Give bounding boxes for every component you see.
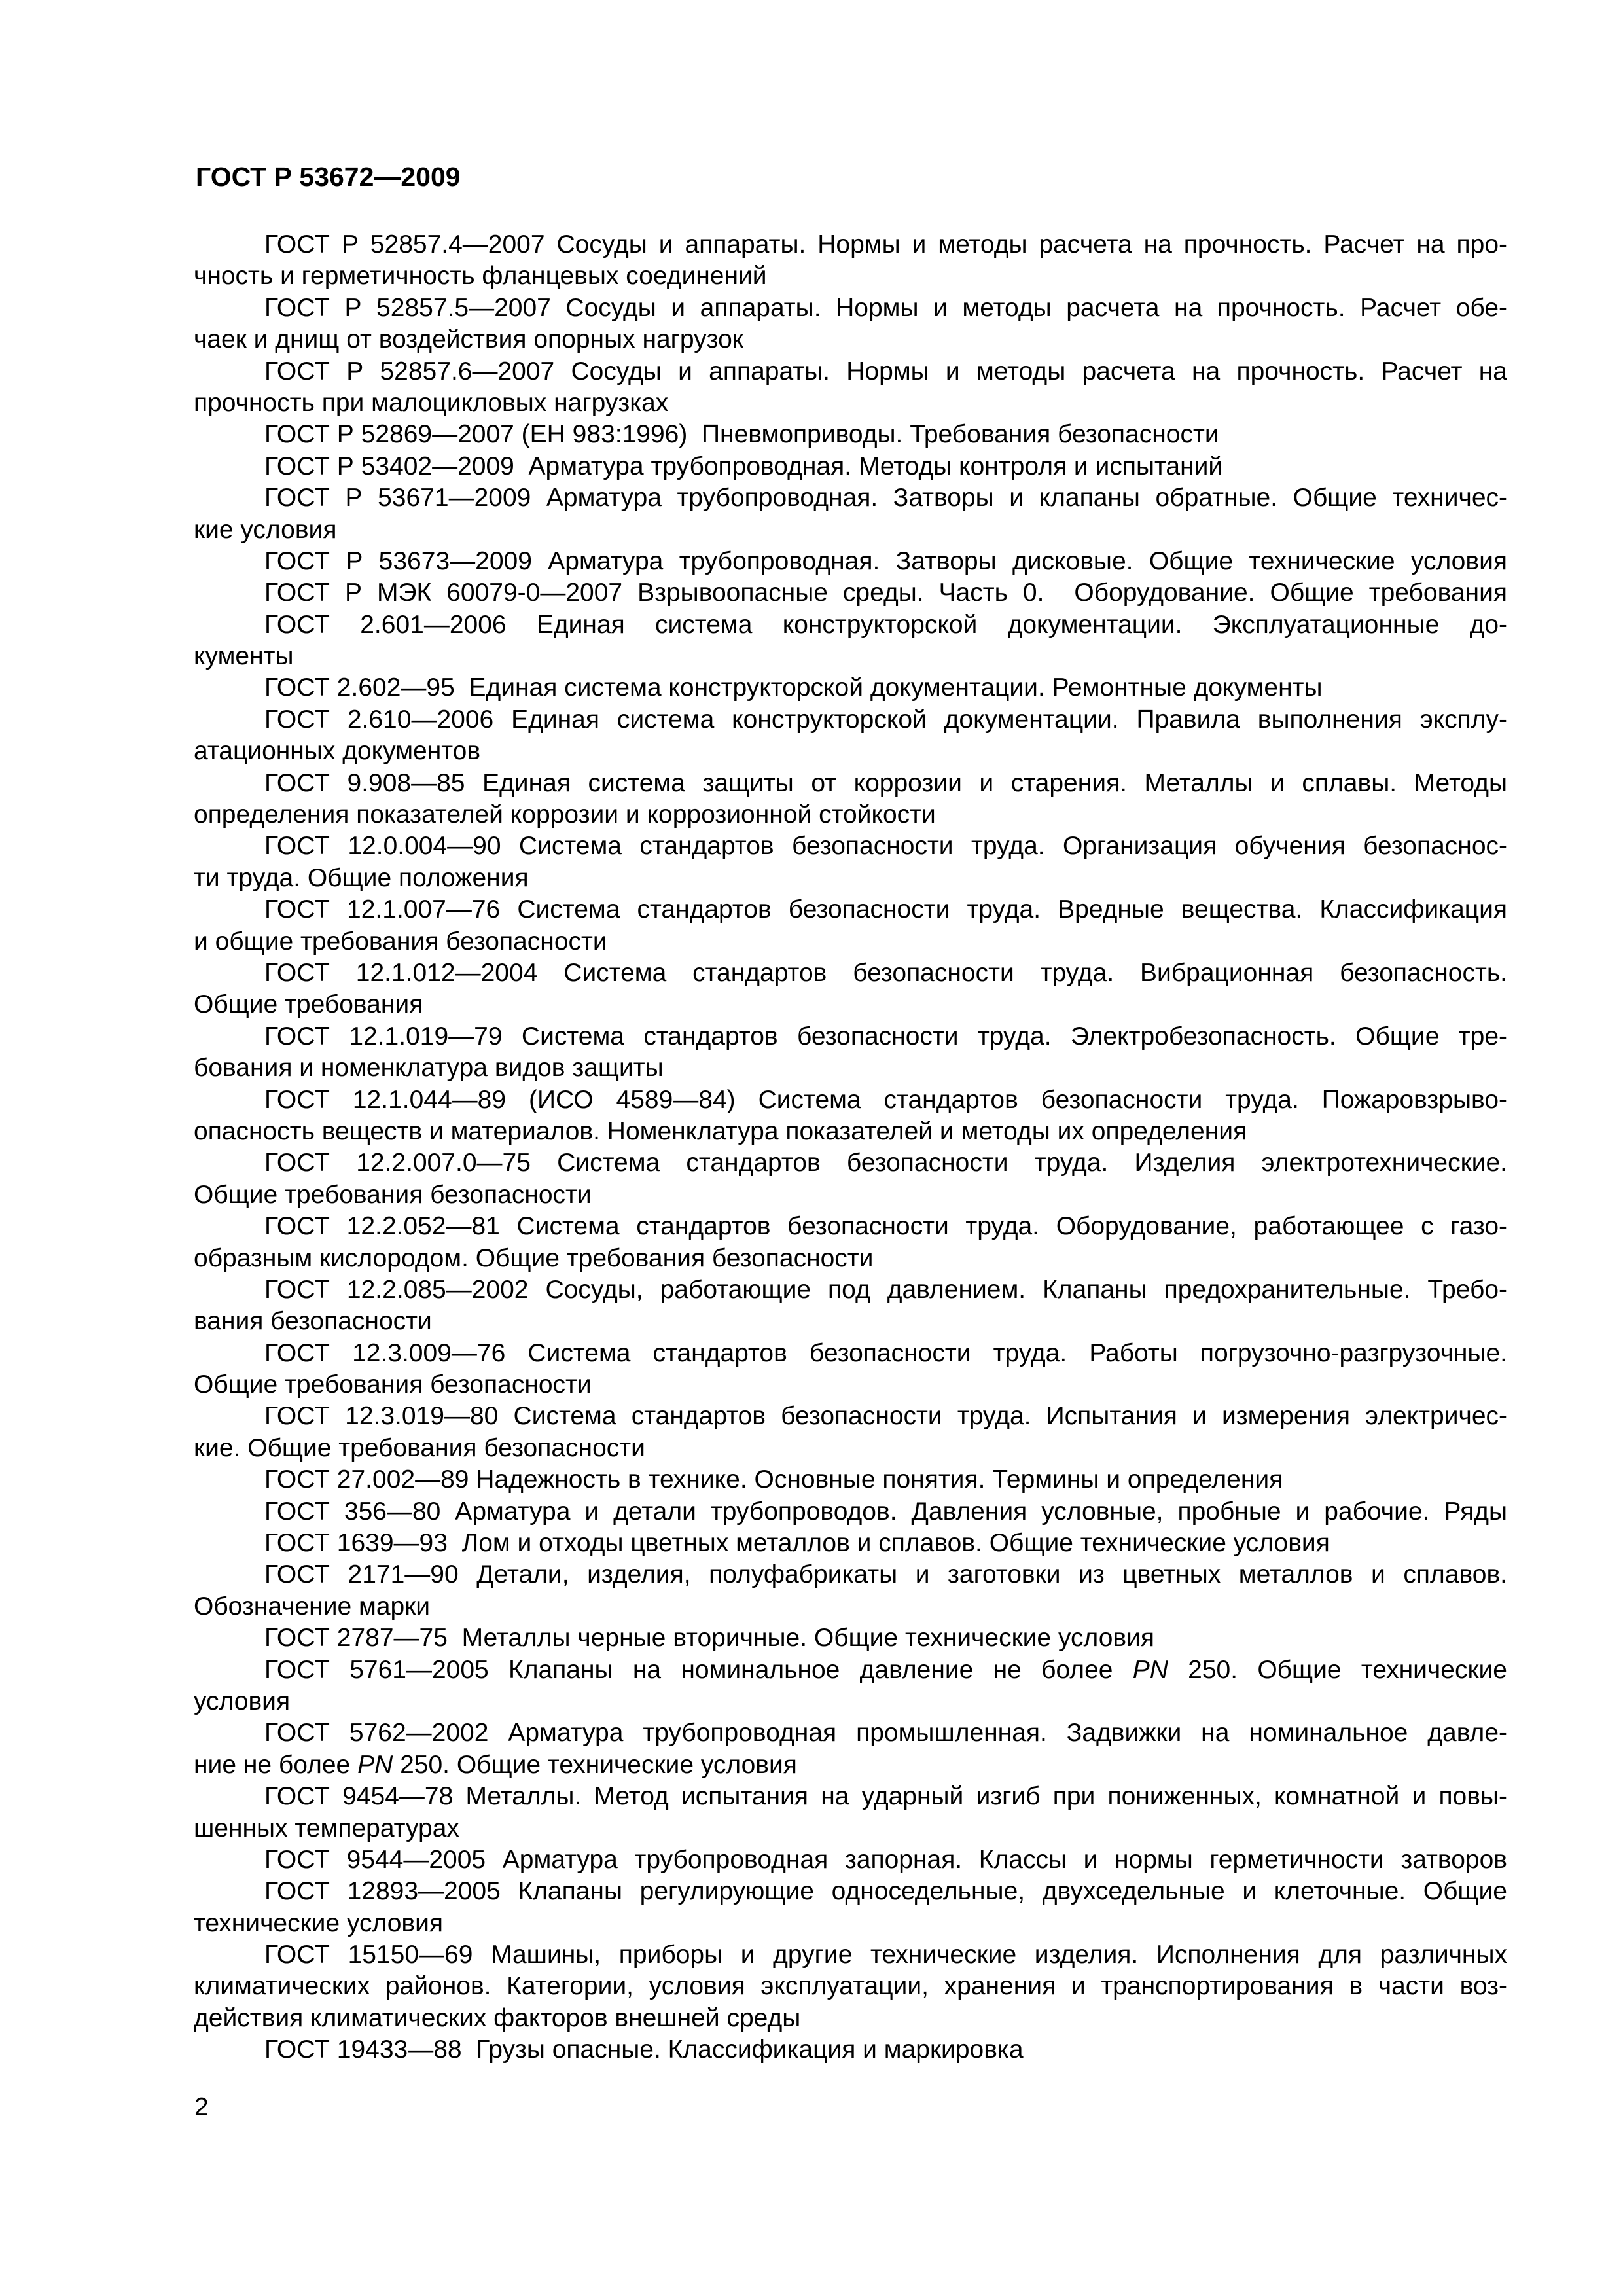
text-run: ГОСТ 12893—2005 Клапаны регулирующие односедельные, двухседельные и клеточные. Общие [264, 1877, 1507, 1906]
reference-item [194, 1085, 1507, 1148]
reference-line [194, 577, 1507, 609]
reference-line [194, 1844, 1507, 1876]
reference-line [194, 1085, 1507, 1116]
reference-item [194, 229, 1507, 293]
reference-line [194, 958, 1507, 989]
text-run: кументы [194, 642, 294, 671]
reference-line [194, 1655, 1507, 1686]
reference-line [194, 1464, 1507, 1496]
text-run: ГОСТ Р 52857.6—2007 Сосуды и аппараты. Нормы и методы расчета на прочность. Расчет на [264, 357, 1507, 386]
reference-line [194, 1021, 1507, 1052]
reference-line [194, 1971, 1507, 2002]
text-run: кие условия [194, 515, 337, 544]
reference-line [194, 387, 1507, 419]
text-run: кие. Общие требования безопасности [194, 1433, 645, 1462]
text-run: ГОСТ Р 53673—2009 Арматура трубопроводная. Затворы дисковые. Общие технические условия [264, 547, 1507, 575]
reference-line [194, 894, 1507, 925]
text-run: технические условия [194, 1909, 444, 1937]
reference-item [194, 768, 1507, 831]
text-run: ГОСТ Р 52869—2007 (ЕН 983:1996) Пневмоприводы. Требования безопасности [264, 420, 1219, 449]
reference-line [194, 2003, 1507, 2034]
text-run: Общие требования безопасности [194, 1180, 592, 1209]
reference-line [194, 1274, 1507, 1306]
reference-item [194, 1717, 1507, 1781]
reference-line [194, 1116, 1507, 1147]
reference-line [194, 293, 1507, 324]
text-run: шенных температурах [194, 1814, 459, 1842]
reference-item [194, 451, 1507, 482]
reference-line [194, 260, 1507, 292]
reference-item [194, 1464, 1507, 1496]
page-number: 2 [194, 2093, 209, 2121]
text-run: ГОСТ 2787—75 Металлы черные вторичные. Общие технические условия [264, 1624, 1155, 1653]
reference-line [194, 672, 1507, 704]
reference-item [194, 1338, 1507, 1401]
text-run: ГОСТ 5762—2002 Арматура трубопроводная промышленная. Задвижки на номинальное давле- [264, 1719, 1507, 1748]
reference-line [194, 419, 1507, 450]
reference-item [194, 1876, 1507, 1939]
text-run: Общие требования [194, 990, 423, 1019]
reference-item [194, 1496, 1507, 1528]
reference-line [194, 1179, 1507, 1211]
text-run: 250. Общие технические [1168, 1655, 1507, 1684]
reference-item [194, 1528, 1507, 1559]
text-run: атационных документов [194, 737, 481, 766]
text-run: ГОСТ Р 52857.5—2007 Сосуды и аппараты. Нормы и методы расчета на прочность. Расчет обе- [264, 293, 1507, 322]
reference-item [194, 1211, 1507, 1274]
reference-item [194, 894, 1507, 958]
reference-line [194, 356, 1507, 387]
reference-line [194, 1686, 1507, 1717]
text-run: Обозначение марки [194, 1592, 431, 1621]
reference-line [194, 1939, 1507, 1971]
reference-line [194, 1052, 1507, 1084]
text-run: чность и герметичность фланцевых соединений [194, 262, 767, 291]
text-run: ГОСТ Р МЭК 60079-0—2007 Взрывоопасные среды. Часть 0. Оборудование. Общие требования [264, 579, 1507, 607]
reference-line [194, 1369, 1507, 1401]
italic-text-run: PN [1132, 1655, 1168, 1684]
text-run: ГОСТ 9544—2005 Арматура трубопроводная запорная. Классы и нормы герметичности затворов [264, 1845, 1507, 1874]
reference-line [194, 926, 1507, 958]
reference-line [194, 229, 1507, 260]
italic-text-run: PN [357, 1750, 393, 1779]
reference-item [194, 2034, 1507, 2066]
text-run: ГОСТ Р 53402—2009 Арматура трубопроводная. Методы контроля и испытаний [264, 452, 1223, 480]
reference-line [194, 1306, 1507, 1337]
reference-item [194, 704, 1507, 768]
reference-line [194, 1211, 1507, 1242]
text-run: ГОСТ 2.602—95 Единая система конструкторской документации. Ремонтные документы [264, 673, 1323, 702]
reference-line [194, 1781, 1507, 1812]
reference-line [194, 451, 1507, 482]
text-run: ГОСТ 12.1.019—79 Система стандартов безопасности труда. Электробезопасность. Общие тре- [264, 1022, 1507, 1050]
text-run: ГОСТ 5761—2005 Клапаны на номинальное давление не более [264, 1655, 1133, 1684]
text-run: ние не более [194, 1750, 358, 1779]
reference-line [194, 1433, 1507, 1464]
text-run: 250. Общие технические условия [393, 1750, 797, 1779]
text-run: ГОСТ 15150—69 Машины, приборы и другие технические изделия. Исполнения для различных [264, 1941, 1507, 1969]
text-run: и общие требования безопасности [194, 927, 607, 956]
text-run: ГОСТ 19433—88 Грузы опасные. Классификация и маркировка [264, 2036, 1024, 2064]
reference-line [194, 1717, 1507, 1749]
text-run: прочность при малоцикловых нагрузках [194, 388, 669, 417]
text-run: бования и номенклатура видов защиты [194, 1054, 664, 1083]
text-run: ГОСТ 12.2.085—2002 Сосуды, работающие под давлением. Клапаны предохранительные. Требо- [264, 1275, 1507, 1304]
text-run: ГОСТ 2.610—2006 Единая система конструкторской документации. Правила выполнения эксплу- [264, 705, 1507, 734]
reference-line [194, 863, 1507, 894]
reference-line [194, 482, 1507, 514]
reference-item [194, 1401, 1507, 1464]
reference-item [194, 419, 1507, 450]
text-run: Общие требования безопасности [194, 1371, 592, 1399]
text-run: ГОСТ 356—80 Арматура и детали трубопроводов. Давления условные, пробные и рабочие. Ряды [264, 1497, 1507, 1526]
text-run: ГОСТ 1639—93 Лом и отходы цветных металлов и сплавов. Общие технические условия [264, 1529, 1330, 1558]
references-list [194, 229, 1507, 2066]
reference-item [194, 831, 1507, 894]
reference-item [194, 1623, 1507, 1654]
text-run: ГОСТ 9454—78 Металлы. Метод испытания на ударный изгиб при пониженных, комнатной и повы- [264, 1782, 1507, 1811]
reference-item [194, 482, 1507, 546]
reference-line [194, 1338, 1507, 1369]
reference-item [194, 577, 1507, 609]
reference-line [194, 1749, 1507, 1781]
reference-line [194, 514, 1507, 546]
text-run: ГОСТ 27.002—89 Надежность в технике. Основные понятия. Термины и определения [264, 1465, 1283, 1494]
reference-line [194, 768, 1507, 799]
reference-item [194, 1781, 1507, 1844]
page-header: ГОСТ Р 53672—2009 [196, 162, 461, 192]
reference-item [194, 1939, 1507, 2034]
text-run: действия климатических факторов внешней среды [194, 2003, 801, 2032]
reference-item [194, 1147, 1507, 1211]
reference-item [194, 609, 1507, 673]
text-run: ГОСТ 12.3.009—76 Система стандартов безопасности труда. Работы погрузочно-разгрузочные. [264, 1338, 1507, 1367]
reference-item [194, 1274, 1507, 1338]
reference-line [194, 609, 1507, 641]
reference-item [194, 958, 1507, 1021]
reference-line [194, 1496, 1507, 1528]
reference-line [194, 2034, 1507, 2066]
reference-line [194, 704, 1507, 736]
text-run: ГОСТ Р 52857.4—2007 Сосуды и аппараты. Нормы и методы расчета на прочность. Расчет на про- [264, 230, 1507, 259]
reference-item [194, 1655, 1507, 1718]
text-run: вания безопасности [194, 1307, 432, 1336]
reference-item [194, 1844, 1507, 1876]
reference-line [194, 546, 1507, 577]
reference-item [194, 672, 1507, 704]
text-run: определения показателей коррозии и коррозионной стойкости [194, 800, 936, 829]
text-run: условия [194, 1687, 291, 1715]
reference-line [194, 736, 1507, 767]
reference-line [194, 799, 1507, 831]
text-run: ГОСТ 12.2.007.0—75 Система стандартов безопасности труда. Изделия электротехнические. [264, 1149, 1507, 1177]
reference-item [194, 1559, 1507, 1623]
reference-item [194, 356, 1507, 420]
text-run: ГОСТ 2.601—2006 Единая система конструкторской документации. Эксплуатационные до- [264, 610, 1507, 639]
reference-item [194, 293, 1507, 356]
reference-line [194, 1243, 1507, 1274]
text-run: ГОСТ 12.1.007—76 Система стандартов безопасности труда. Вредные вещества. Классификация [264, 895, 1507, 924]
text-run: образным кислородом. Общие требования безопасности [194, 1244, 874, 1272]
reference-line [194, 989, 1507, 1020]
reference-item [194, 546, 1507, 577]
text-run: ГОСТ 12.0.004—90 Система стандартов безопасности труда. Организация обучения безопаснос- [264, 832, 1507, 861]
text-run: ГОСТ 2171—90 Детали, изделия, полуфабрикаты и заготовки из цветных металлов и сплавов. [264, 1560, 1507, 1589]
reference-line [194, 1147, 1507, 1179]
reference-line [194, 324, 1507, 355]
reference-line [194, 1559, 1507, 1590]
reference-line [194, 1623, 1507, 1654]
text-run: чаек и днищ от воздействия опорных нагрузок [194, 325, 743, 354]
reference-line [194, 1591, 1507, 1623]
reference-line [194, 1813, 1507, 1844]
text-run: опасность веществ и материалов. Номенклатура показателей и методы их определения [194, 1117, 1247, 1145]
text-run: ГОСТ Р 53671—2009 Арматура трубопроводная. Затворы и клапаны обратные. Общие техничес- [264, 484, 1507, 512]
reference-line [194, 1908, 1507, 1939]
reference-line [194, 641, 1507, 672]
text-run: климатических районов. Категории, условия эксплуатации, хранения и транспортирования в части воз- [194, 1972, 1507, 2001]
text-run: ГОСТ 9.908—85 Единая система защиты от коррозии и старения. Металлы и сплавы. Методы [264, 768, 1507, 797]
reference-line [194, 1401, 1507, 1432]
text-run: ГОСТ 12.3.019—80 Система стандартов безопасности труда. Испытания и измерения электричес- [264, 1402, 1507, 1431]
reference-item [194, 1021, 1507, 1085]
text-run: ГОСТ 12.1.012—2004 Система стандартов безопасности труда. Вибрационная безопасность. [264, 958, 1507, 987]
reference-line [194, 831, 1507, 862]
text-run: ГОСТ 12.1.044—89 (ИСО 4589—84) Система стандартов безопасности труда. Пожаровзрыво- [264, 1085, 1507, 1114]
reference-line [194, 1876, 1507, 1907]
text-run: ти труда. Общие положения [194, 863, 529, 892]
reference-line [194, 1528, 1507, 1559]
text-run: ГОСТ 12.2.052—81 Система стандартов безопасности труда. Оборудование, работающее с газо- [264, 1212, 1507, 1241]
